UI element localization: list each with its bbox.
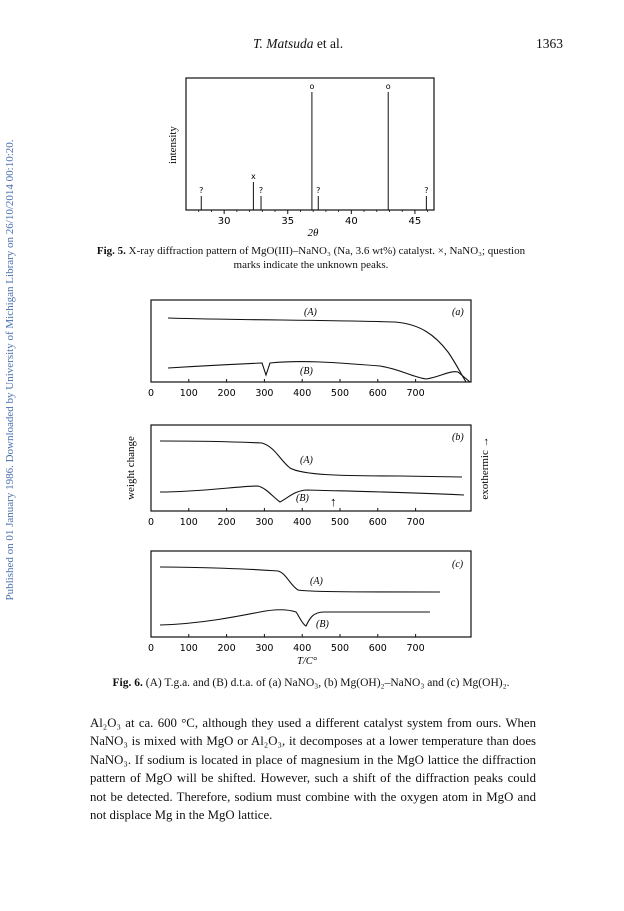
fig6c-frame bbox=[151, 551, 471, 637]
fig6-tick-label: 100 bbox=[179, 517, 198, 528]
fig6c-curve-tga bbox=[160, 567, 440, 592]
fig6-caption bbox=[84, 676, 538, 690]
fig6-panel-a bbox=[148, 300, 471, 399]
fig6-tick-label: 600 bbox=[368, 388, 387, 399]
header-author: T. Matsuda bbox=[253, 36, 314, 51]
fig6b-frame bbox=[151, 425, 471, 511]
fig6-tick-label: 0 bbox=[147, 388, 155, 399]
fig6-tick-label: 700 bbox=[406, 517, 425, 528]
fig5-peak-marker: x bbox=[251, 172, 256, 181]
fig5-peak-marker: o bbox=[309, 82, 315, 91]
fig6b-tag: (b) bbox=[452, 432, 464, 443]
fig5-peak-marker: ? bbox=[316, 186, 321, 195]
fig6-tick-label: 300 bbox=[255, 388, 274, 399]
fig6b-curve-dta bbox=[160, 486, 464, 502]
fig5-caption-text: X-ray diffraction pattern of MgO(III)–NaNO₃ (Na, 3.6 wt%) catalyst. ×, NaNO₃; question marks indicate the unknown peaks. bbox=[128, 245, 526, 271]
side-download-note-text: Published on 01 January 1986. Downloaded by University of Michigan Library on 26/10/2014 00:10:20. bbox=[4, 139, 16, 601]
fig5-caption-label: Fig. 5. bbox=[96, 245, 126, 257]
fig6-tick-label: 300 bbox=[255, 643, 274, 654]
fig6-tick-label: 700 bbox=[406, 643, 425, 654]
fig6-left-ylabel: weight change bbox=[125, 436, 137, 500]
fig6-tick-label: 600 bbox=[368, 517, 387, 528]
fig6-xlabel: T/C° bbox=[297, 656, 317, 667]
fig6-tick-label: 400 bbox=[293, 517, 312, 528]
fig6-tick-label: 500 bbox=[330, 517, 350, 528]
fig5-xlabel: 2θ bbox=[307, 227, 319, 239]
fig5-peak-marker: ? bbox=[424, 186, 429, 195]
fig6a-curve-tga bbox=[168, 318, 466, 382]
fig6-panel-b bbox=[125, 425, 491, 528]
fig5-tick-label: 30 bbox=[217, 216, 231, 227]
fig6c-label-b: (B) bbox=[316, 619, 329, 630]
fig6b-label-b: (B) bbox=[296, 493, 309, 504]
fig6-tick-label: 400 bbox=[293, 643, 312, 654]
fig5-peak-marker: o bbox=[385, 82, 391, 91]
body-text bbox=[90, 714, 536, 824]
fig6a-label-a: (A) bbox=[304, 307, 317, 318]
fig6-tick-label: 200 bbox=[217, 517, 236, 528]
fig6a-tag: (a) bbox=[452, 307, 464, 318]
fig6-tick-label: 300 bbox=[255, 517, 274, 528]
page-number: 1363 bbox=[536, 36, 563, 51]
fig6-panel-c bbox=[148, 551, 471, 654]
fig6-right-ylabel: exothermic → bbox=[479, 436, 491, 500]
fig6-tick-label: 0 bbox=[147, 643, 155, 654]
fig6b-label-a: (A) bbox=[300, 455, 313, 466]
fig6a-curve-dta bbox=[168, 362, 470, 382]
fig5-tick-label: 35 bbox=[281, 216, 295, 227]
fig6-tick-label: 700 bbox=[406, 388, 425, 399]
fig6-caption-label: Fig. 6. bbox=[112, 677, 143, 689]
fig6b-arrow: ↑ bbox=[330, 494, 337, 509]
fig6-tick-label: 100 bbox=[179, 643, 198, 654]
fig6c-tag: (c) bbox=[452, 559, 464, 570]
fig5-ylabel: intensity bbox=[167, 126, 179, 164]
fig6-caption-text: (A) T.g.a. and (B) d.t.a. of (a) NaNO₃, (b) Mg(OH)₂–NaNO₃ and (c) Mg(OH)₂. bbox=[145, 677, 510, 689]
fig5-tick-label: 45 bbox=[408, 216, 422, 227]
fig6-tick-label: 0 bbox=[147, 517, 155, 528]
fig6-tick-label: 200 bbox=[217, 388, 236, 399]
fig6-tick-label: 500 bbox=[330, 643, 350, 654]
fig6-tick-label: 100 bbox=[179, 388, 198, 399]
header-author-suffix: et al. bbox=[316, 36, 344, 51]
fig6-tick-label: 600 bbox=[368, 643, 387, 654]
fig5-peak-marker: ? bbox=[258, 186, 264, 195]
body-paragraph: Al₂O₃ at ca. 600 °C, although they used a different catalyst system from ours. When NaNO₃ is mixed with MgO or Al₂O₃, it decomposes at a lower temperature than does NaNO₃. If sodium is located in place of magnesium in the MgO lattice the diffraction pattern of MgO will be shifted. However, such a shift of the diffraction peaks could not be detected. Therefore, sodium must combine with the oxygen atom in MgO and not displace Mg in the MgO lattice. bbox=[90, 716, 536, 823]
fig5-tick-label: 40 bbox=[344, 216, 358, 227]
fig6-tick-label: 200 bbox=[217, 643, 236, 654]
fig6c-curve-dta bbox=[160, 610, 430, 626]
fig5-peak-marker: ? bbox=[199, 186, 204, 195]
fig6-tick-label: 500 bbox=[330, 388, 350, 399]
fig6c-label-a: (A) bbox=[310, 576, 323, 587]
fig6-tick-label: 400 bbox=[293, 388, 312, 399]
fig6a-label-b: (B) bbox=[300, 366, 313, 377]
